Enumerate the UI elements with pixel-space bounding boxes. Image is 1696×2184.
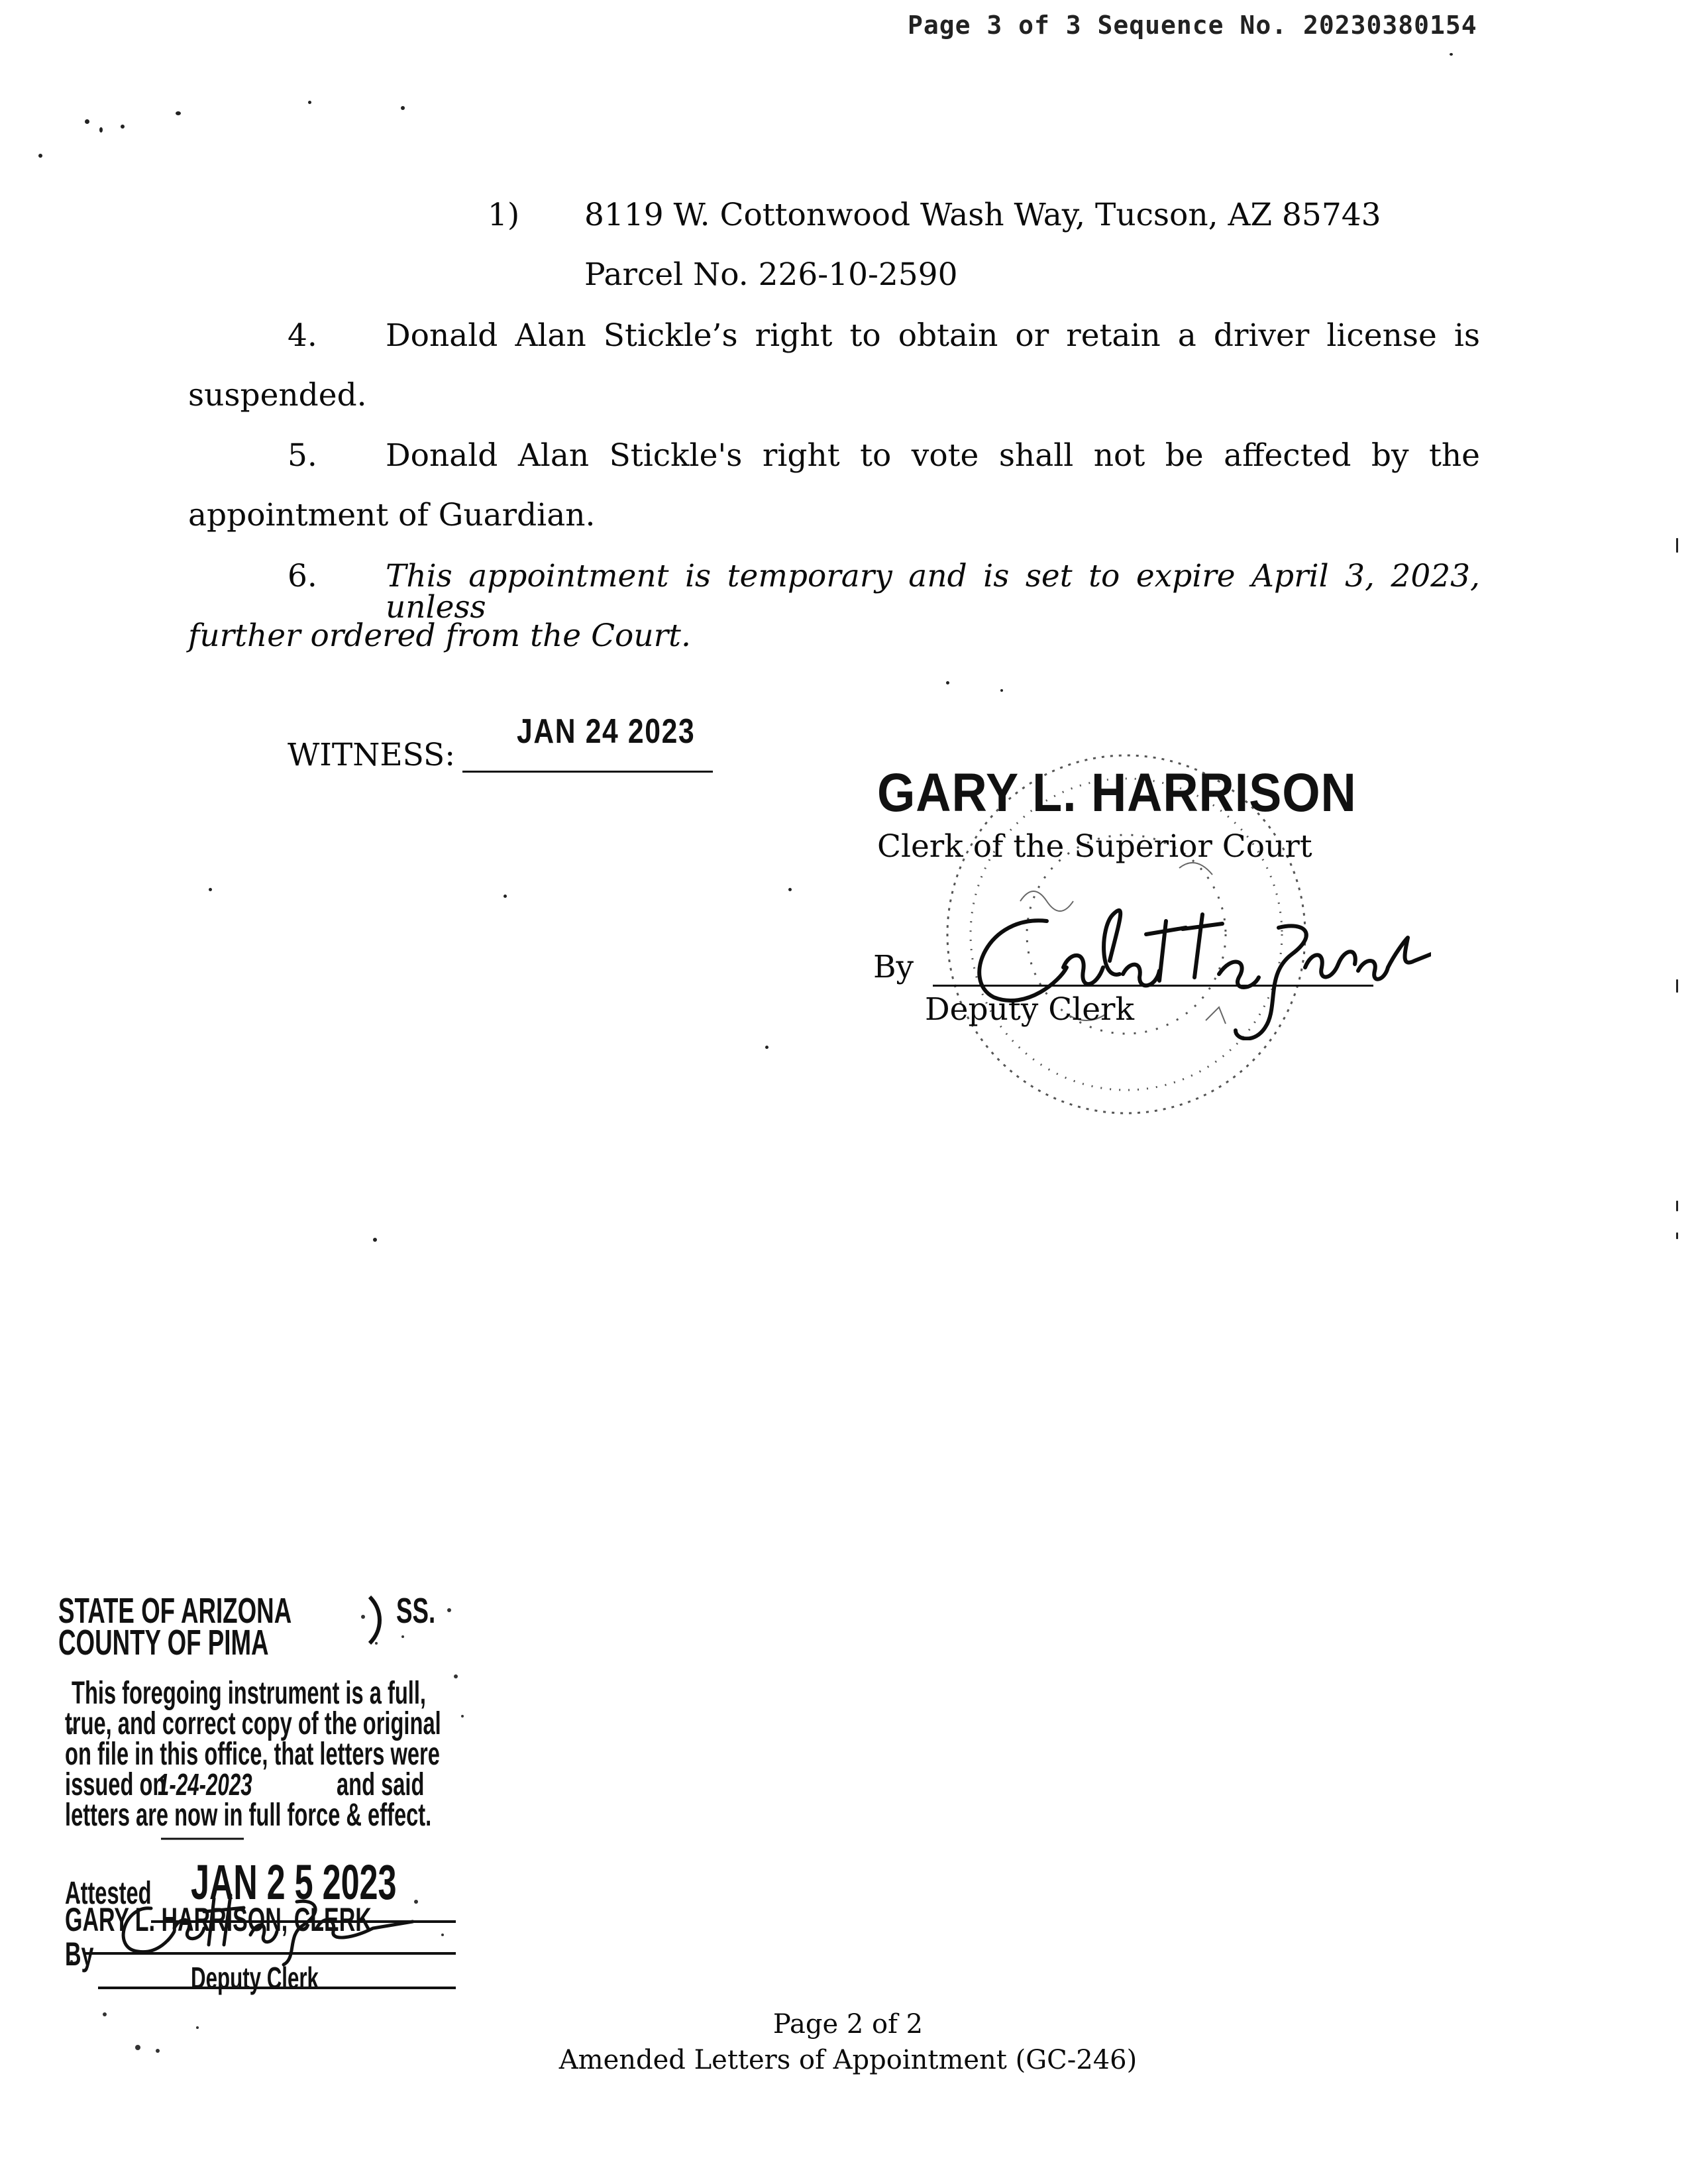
scan-speck [373,1238,377,1242]
cert-state: STATE OF ARIZONA [58,1591,292,1631]
deputy-clerk-label: Deputy Clerk [925,991,1134,1028]
item-text-line: further ordered from the Court. [188,618,691,654]
item-number: 6. [288,558,317,594]
scan-speck [121,125,125,129]
by-label: By [873,949,914,985]
scan-speck [1676,1201,1678,1211]
scan-speck [209,888,212,891]
scan-speck [401,106,405,110]
cert-ss: SS. [396,1591,436,1631]
cert-body-line: true, and correct copy of the original [65,1706,441,1741]
deputy-signature-icon [947,888,1431,1040]
cert-signature-icon [98,1888,522,1968]
address-item-number: 1) [488,197,520,233]
cert-issued-date: 1-24-2023 [158,1767,252,1802]
witness-date-stamp: JAN 24 2023 [517,712,696,751]
cert-issued-suffix: and said [337,1767,425,1802]
scan-speck [1676,1232,1678,1239]
scan-speck [788,888,792,891]
cert-clerk-line: GARY L. HARRISON, CLERK [65,1901,372,1938]
item-text-line: Donald Alan Stickle's right to vote shall not be affected by the [386,437,1480,474]
scan-speck [1676,979,1678,993]
cert-attested-date: JAN 2 5 2023 [191,1855,397,1910]
scan-speck [176,111,181,115]
clerk-title: Clerk of the Superior Court [877,828,1312,865]
item-number: 4. [288,317,317,354]
cert-body-line: This foregoing instrument is a full, [72,1676,426,1711]
clerk-name: GARY L. HARRISON [877,763,1357,823]
cert-body-line: on file in this office, that letters were [65,1737,440,1772]
scan-speck [38,154,42,158]
scan-speck [765,1046,768,1049]
witness-label: WITNESS: [288,737,456,773]
item-text-line: This appointment is temporary and is set to expire April 3, 2023, unless [386,558,1480,626]
page-number: Page 2 of 2 [772,2009,924,2040]
cert-by-label: By [65,1936,94,1973]
scan-speck [1450,53,1453,56]
cert-attested-label: Attested [65,1876,152,1911]
scan-speck [1000,689,1003,692]
witness-signature-line [462,771,713,773]
cert-body-line: letters are now in full force & effect. [65,1798,432,1833]
item-text-line: appointment of Guardian. [188,497,596,533]
cert-deputy-label: Deputy Clerk [191,1961,319,1995]
form-title: Amended Letters of Appointment (GC-246) [558,2045,1138,2075]
cert-body-line: issued on [65,1767,166,1802]
cert-county: COUNTY OF PIMA [58,1623,269,1663]
scan-speck [308,101,311,104]
parcel-number: Parcel No. 226-10-2590 [584,256,958,293]
scan-speck [85,119,89,124]
certification-stamp [58,1590,482,2054]
scan-speck [1676,538,1678,553]
property-address: 8119 W. Cottonwood Wash Way, Tucson, AZ 85743 [584,197,1381,233]
scan-speck [99,127,103,133]
fax-header: Page 3 of 3 Sequence No. 20230380154 [908,11,1477,40]
scan-speck [946,681,949,684]
item-number: 5. [288,437,317,474]
item-text-line: Donald Alan Stickle’s right to obtain or retain a driver license is [386,317,1480,354]
item-text-line: suspended. [188,377,367,413]
scan-speck [504,895,507,898]
